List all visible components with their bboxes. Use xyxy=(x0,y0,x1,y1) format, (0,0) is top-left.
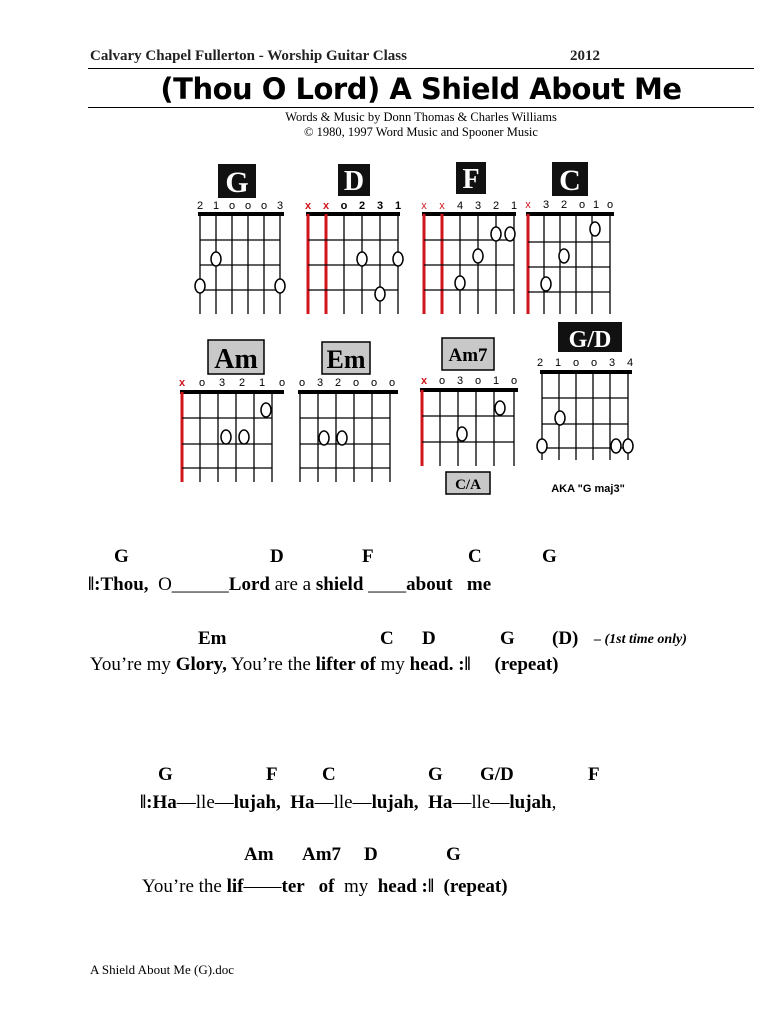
chord-label: G xyxy=(500,628,515,649)
svg-text:3: 3 xyxy=(608,357,616,369)
finger-dots xyxy=(541,222,600,291)
finger-dots xyxy=(221,403,271,444)
first-time-note: – (1st time only) xyxy=(594,632,687,647)
verse-line-2: You’re my Glory, You’re the lifter of my head. :‖ (repeat) xyxy=(90,654,559,675)
fretboard xyxy=(422,214,516,314)
svg-text:1: 1 xyxy=(492,375,500,387)
title-rule xyxy=(88,107,754,108)
chord-chart-g-over-d xyxy=(530,320,646,498)
svg-text:o: o xyxy=(370,377,378,389)
chord-name: Em xyxy=(326,345,366,374)
chord-name: Am7 xyxy=(448,345,488,366)
svg-text:o: o xyxy=(260,200,268,212)
alt-chord-name: C/A xyxy=(455,477,481,493)
chord-name: G/D xyxy=(568,327,612,353)
chord-label: G xyxy=(114,546,129,567)
svg-text:1: 1 xyxy=(510,200,518,212)
chord-chart-em xyxy=(294,336,412,488)
chord-name: Am xyxy=(214,344,258,375)
svg-text:x: x xyxy=(439,200,445,212)
fretboard xyxy=(526,214,614,314)
svg-text:x: x xyxy=(304,200,312,212)
svg-text:2: 2 xyxy=(536,357,544,369)
chorus-line-2: You’re the lif——ter of my head :‖ (repeat) xyxy=(142,876,508,897)
svg-text:x: x xyxy=(420,375,428,387)
svg-text:o: o xyxy=(510,375,518,387)
svg-text:1: 1 xyxy=(394,200,402,212)
verse-line-1: ‖:Thou, O______Lord are a shield ____about me xyxy=(88,574,492,595)
fretboard xyxy=(306,214,400,314)
chord-label: D xyxy=(422,628,436,649)
repeat-start-sign: ‖: xyxy=(88,574,101,595)
chord-name: D xyxy=(343,166,365,197)
song-title: (Thou O Lord) A Shield About Me xyxy=(160,72,682,106)
chord-label: G xyxy=(446,844,461,865)
chord-label: D xyxy=(364,844,378,865)
fretboard xyxy=(298,392,398,482)
file-name-footer: A Shield About Me (G).doc xyxy=(90,962,235,977)
chord-chart-am7 xyxy=(416,334,526,498)
svg-text:1: 1 xyxy=(592,199,600,211)
chord-label: Am7 xyxy=(302,844,342,865)
chord-label: G xyxy=(542,546,557,567)
chord-name: C xyxy=(559,164,581,197)
fingering xyxy=(525,199,613,211)
svg-text:o: o xyxy=(388,377,396,389)
svg-text:2: 2 xyxy=(560,199,568,211)
svg-text:o: o xyxy=(352,377,360,389)
svg-text:3: 3 xyxy=(474,200,482,212)
class-name: Calvary Chapel Fullerton - Worship Guitar Class xyxy=(90,48,407,64)
finger-dots xyxy=(537,411,633,453)
svg-text:4: 4 xyxy=(626,357,634,369)
chord-chart-c xyxy=(522,160,626,322)
fingering xyxy=(179,377,285,389)
chord-label: G xyxy=(428,764,443,785)
chord-chart-f xyxy=(418,160,522,322)
svg-text:2: 2 xyxy=(238,377,246,389)
svg-text:o: o xyxy=(298,377,306,389)
fingering xyxy=(299,377,395,389)
svg-text:2: 2 xyxy=(492,200,500,212)
svg-text:2: 2 xyxy=(358,200,366,212)
chord-chart-d xyxy=(302,162,406,322)
svg-text:o: o xyxy=(278,377,286,389)
chord-chart-am xyxy=(172,336,290,488)
fingering xyxy=(421,200,517,212)
svg-text:1: 1 xyxy=(212,200,220,212)
finger-dots xyxy=(457,401,505,441)
header-year: 2012 xyxy=(570,48,600,64)
svg-text:o: o xyxy=(438,375,446,387)
svg-text:1: 1 xyxy=(554,357,562,369)
fretboard xyxy=(198,214,284,314)
fingering xyxy=(537,357,633,369)
chord-name: F xyxy=(462,164,480,195)
finger-dots xyxy=(195,252,285,293)
header-rule xyxy=(88,68,754,69)
chord-label: C xyxy=(380,628,394,649)
chord-label: G/D xyxy=(480,764,514,785)
svg-text:3: 3 xyxy=(316,377,324,389)
svg-text:3: 3 xyxy=(376,200,384,212)
svg-text:3: 3 xyxy=(276,200,284,212)
chord-label: D xyxy=(270,546,284,567)
credits-copyright: © 1980, 1997 Word Music and Spooner Music xyxy=(304,125,538,139)
chord-label: F xyxy=(266,764,278,785)
chord-label: F xyxy=(362,546,374,567)
svg-text:o: o xyxy=(590,357,598,369)
fingering xyxy=(421,375,517,387)
svg-text:2: 2 xyxy=(334,377,342,389)
svg-text:4: 4 xyxy=(456,200,464,212)
fretboard xyxy=(420,390,518,466)
svg-text:o: o xyxy=(606,199,614,211)
svg-text:x: x xyxy=(525,199,531,211)
chord-label: (D) xyxy=(552,628,579,649)
svg-text:3: 3 xyxy=(456,375,464,387)
chord-label: G xyxy=(158,764,173,785)
finger-dots xyxy=(319,431,347,445)
svg-text:o: o xyxy=(228,200,236,212)
chord-label: F xyxy=(588,764,600,785)
chord-name: G xyxy=(225,166,249,199)
svg-text:x: x xyxy=(178,377,186,389)
fingering xyxy=(305,200,401,212)
chord-label: Am xyxy=(244,844,274,865)
svg-text:3: 3 xyxy=(218,377,226,389)
song-credits xyxy=(88,110,754,140)
chord-label: C xyxy=(322,764,336,785)
chord-chart-g xyxy=(192,162,292,322)
svg-text:o: o xyxy=(198,377,206,389)
fingering xyxy=(197,200,283,212)
svg-text:x: x xyxy=(421,200,427,212)
finger-dots xyxy=(455,227,515,290)
chord-label: Em xyxy=(198,628,227,649)
svg-text:o: o xyxy=(578,199,586,211)
svg-text:3: 3 xyxy=(542,199,550,211)
svg-text:o: o xyxy=(474,375,482,387)
class-header xyxy=(90,48,754,65)
credits-authors: Words & Music by Donn Thomas & Charles Williams xyxy=(285,110,557,124)
svg-text:2: 2 xyxy=(196,200,204,212)
svg-text:x: x xyxy=(322,200,330,212)
svg-text:1: 1 xyxy=(258,377,266,389)
chord-label: C xyxy=(468,546,482,567)
svg-text:o: o xyxy=(340,200,348,212)
alt-chord-name: AKA "G maj3" xyxy=(551,483,625,495)
svg-text:o: o xyxy=(572,357,580,369)
svg-text:o: o xyxy=(244,200,252,212)
chorus-line-1: ‖:Ha—lle—lujah, Ha—lle—lujah, Ha—lle—lujah, xyxy=(140,792,557,813)
